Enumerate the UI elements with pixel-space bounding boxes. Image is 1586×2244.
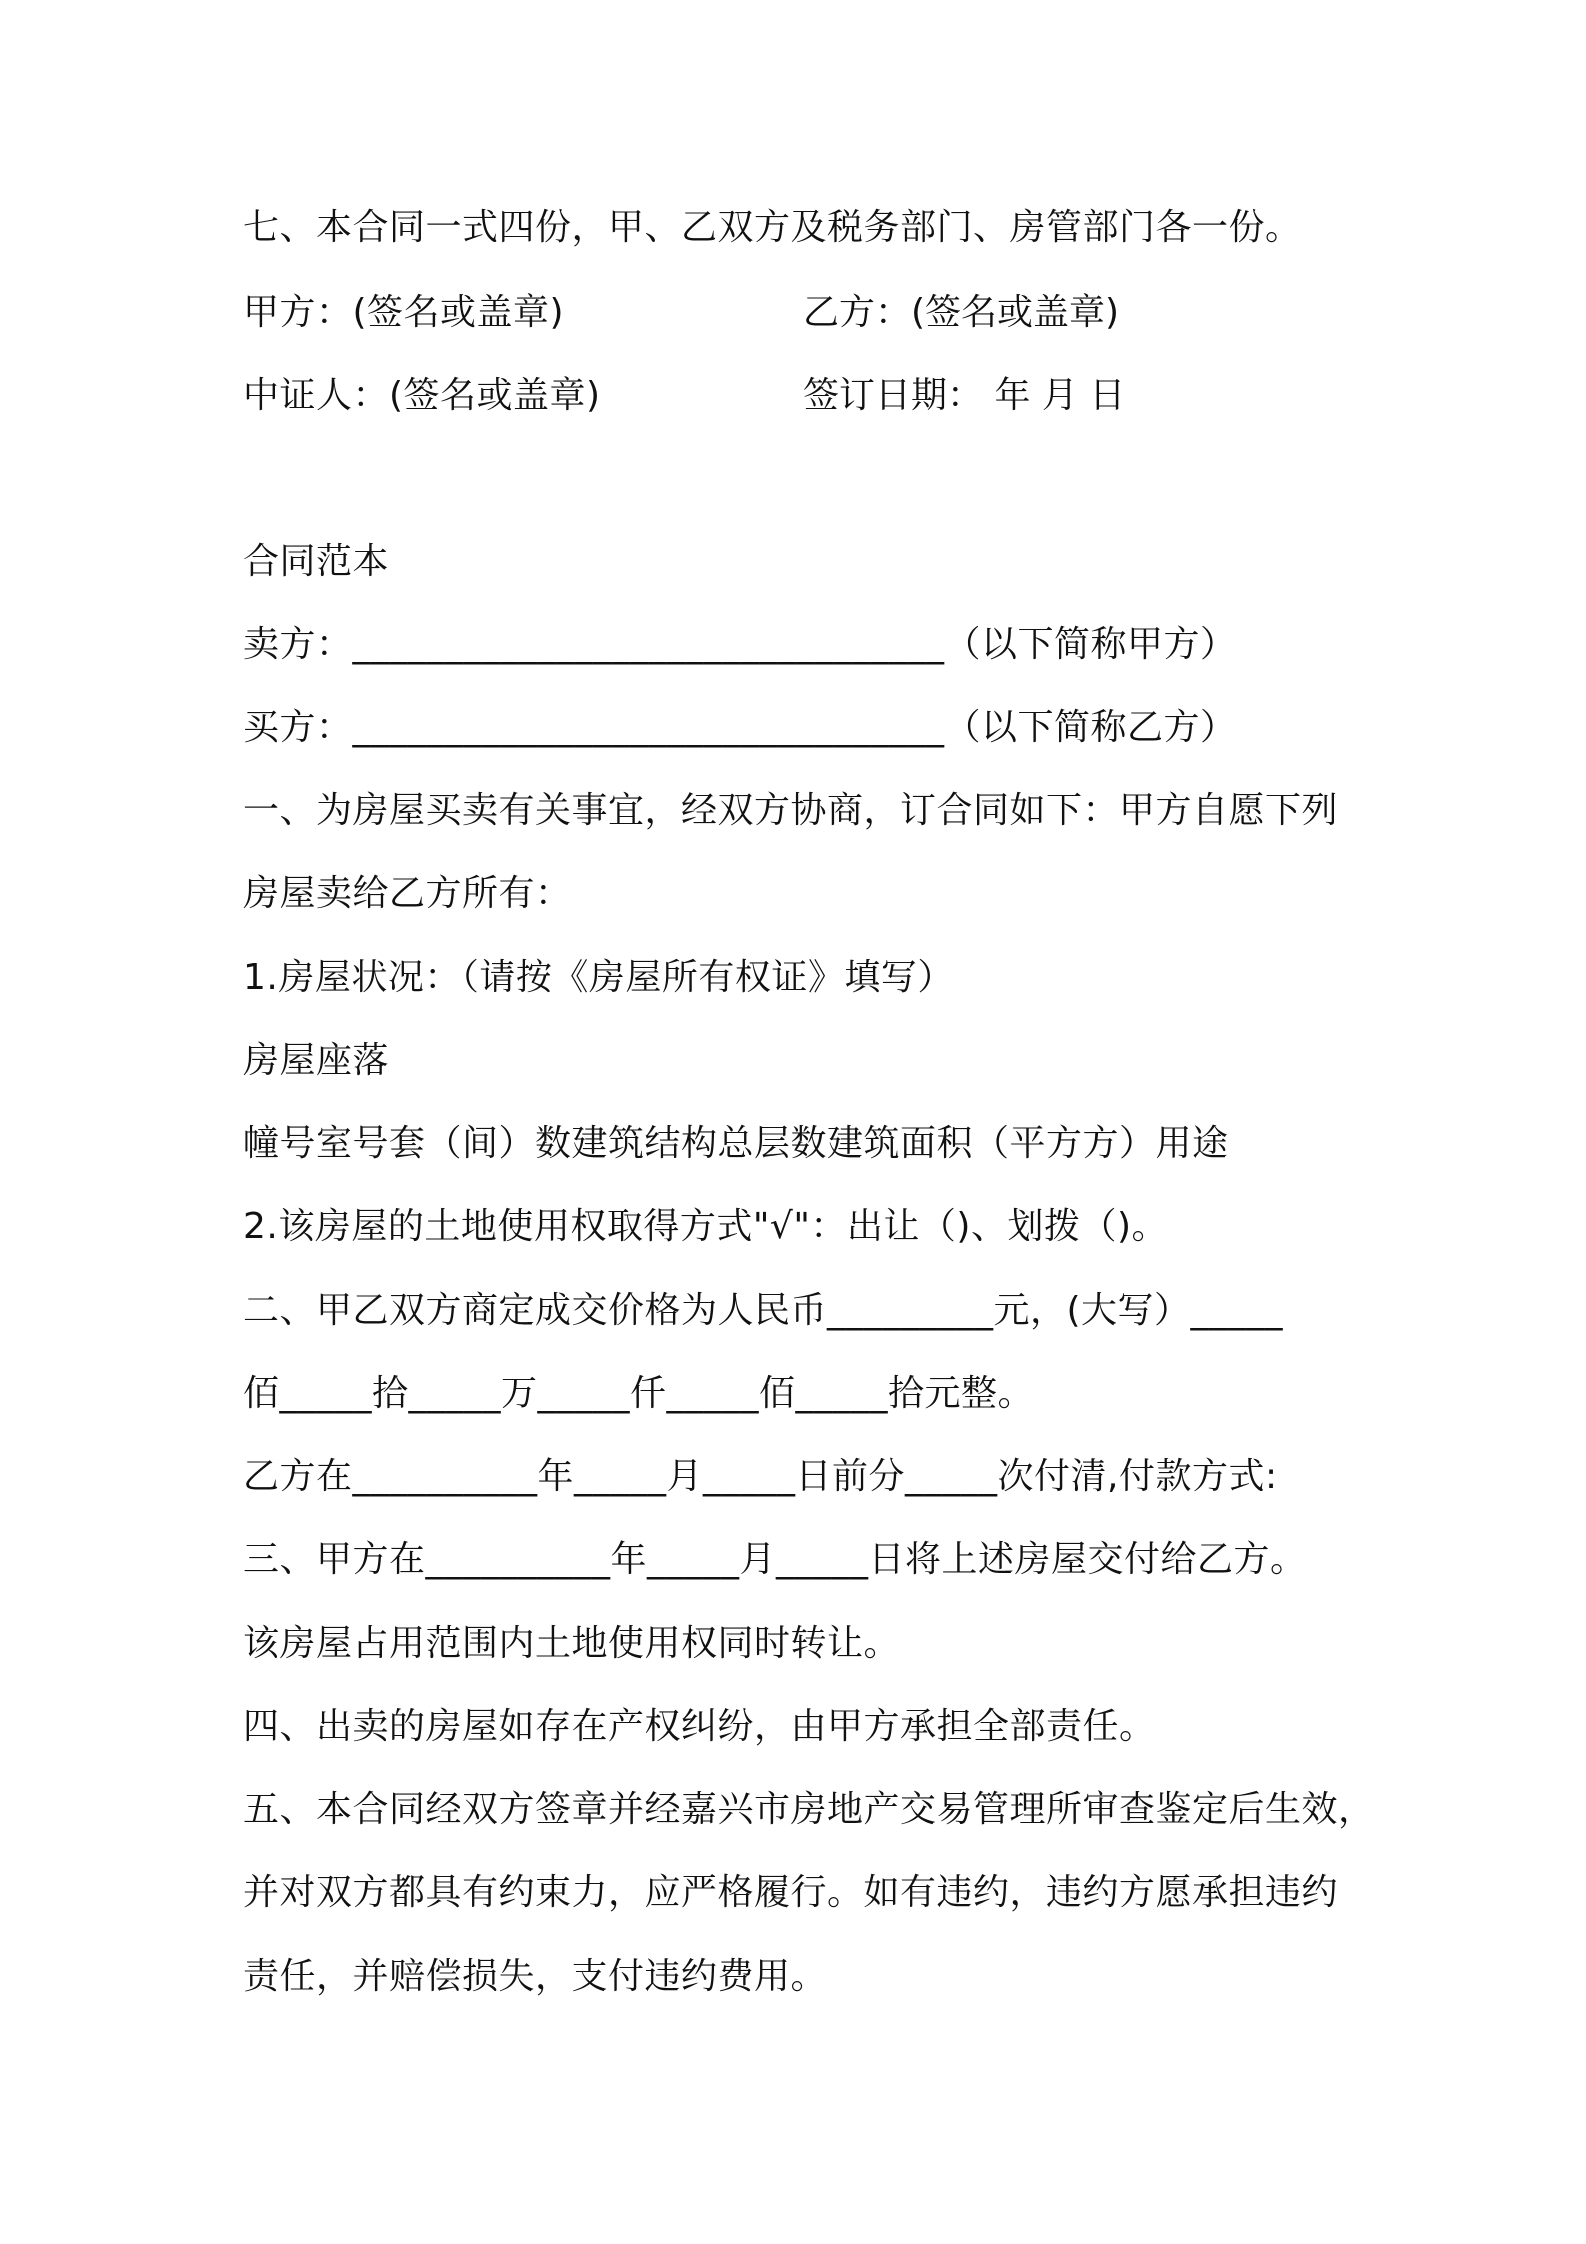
seller-line: 卖方：________________________________（以下简称甲方）: [243, 624, 1237, 665]
witness-signature: 中证人：(签名或盖章): [243, 375, 601, 416]
clause-1-line-2: 房屋卖给乙方所有：: [243, 873, 572, 914]
buyer-line: 买方：________________________________（以下简称乙方）: [243, 707, 1237, 748]
clause-5-line-2: 并对双方都具有约束力，应严格履行。如有违约，违约方愿承担违约: [243, 1872, 1339, 1913]
sign-date: 签订日期： 年 月 日: [803, 375, 1126, 416]
house-columns: 幢号室号套（间）数建筑结构总层数建筑面积（平方方）用途: [243, 1123, 1229, 1164]
template-title: 合同范本: [243, 541, 390, 582]
clause-5-line-3: 责任，并赔偿损失，支付违约费用。: [243, 1956, 828, 1997]
clause-3-line-1: 三、甲方在__________年_____月_____日将上述房屋交付给乙方。: [243, 1539, 1307, 1580]
item-1-house-status: 1.房屋状况：（请按《房屋所有权证》填写）: [243, 957, 954, 998]
clause-5-line-1: 五、本合同经双方签章并经嘉兴市房地产交易管理所审查鉴定后生效，: [243, 1789, 1375, 1830]
clause-2-line-1: 二、甲乙双方商定成交价格为人民币_________元，(大写）_____: [243, 1290, 1284, 1331]
party-b-signature: 乙方：(签名或盖章): [803, 292, 1120, 333]
clause-3-line-2: 该房屋占用范围内土地使用权同时转让。: [243, 1623, 901, 1664]
clause-7: 七、本合同一式四份，甲、乙双方及税务部门、房管部门各一份。: [243, 207, 1302, 248]
payment-terms: 乙方在__________年_____月_____日前分_____次付清,付款方式:: [243, 1456, 1278, 1497]
clause-4: 四、出卖的房屋如存在产权纠纷，由甲方承担全部责任。: [243, 1706, 1156, 1747]
clause-2-line-2: 佰_____拾_____万_____仟_____佰_____拾元整。: [243, 1373, 1035, 1414]
house-location: 房屋座落: [243, 1040, 390, 1081]
clause-1-line-1: 一、为房屋买卖有关事宜，经双方协商，订合同如下：甲方自愿下列: [243, 790, 1339, 831]
item-2-land-use: 2.该房屋的土地使用权取得方式"√"：出让（)、划拨（)。: [243, 1206, 1168, 1247]
party-a-signature: 甲方：(签名或盖章): [243, 292, 565, 333]
